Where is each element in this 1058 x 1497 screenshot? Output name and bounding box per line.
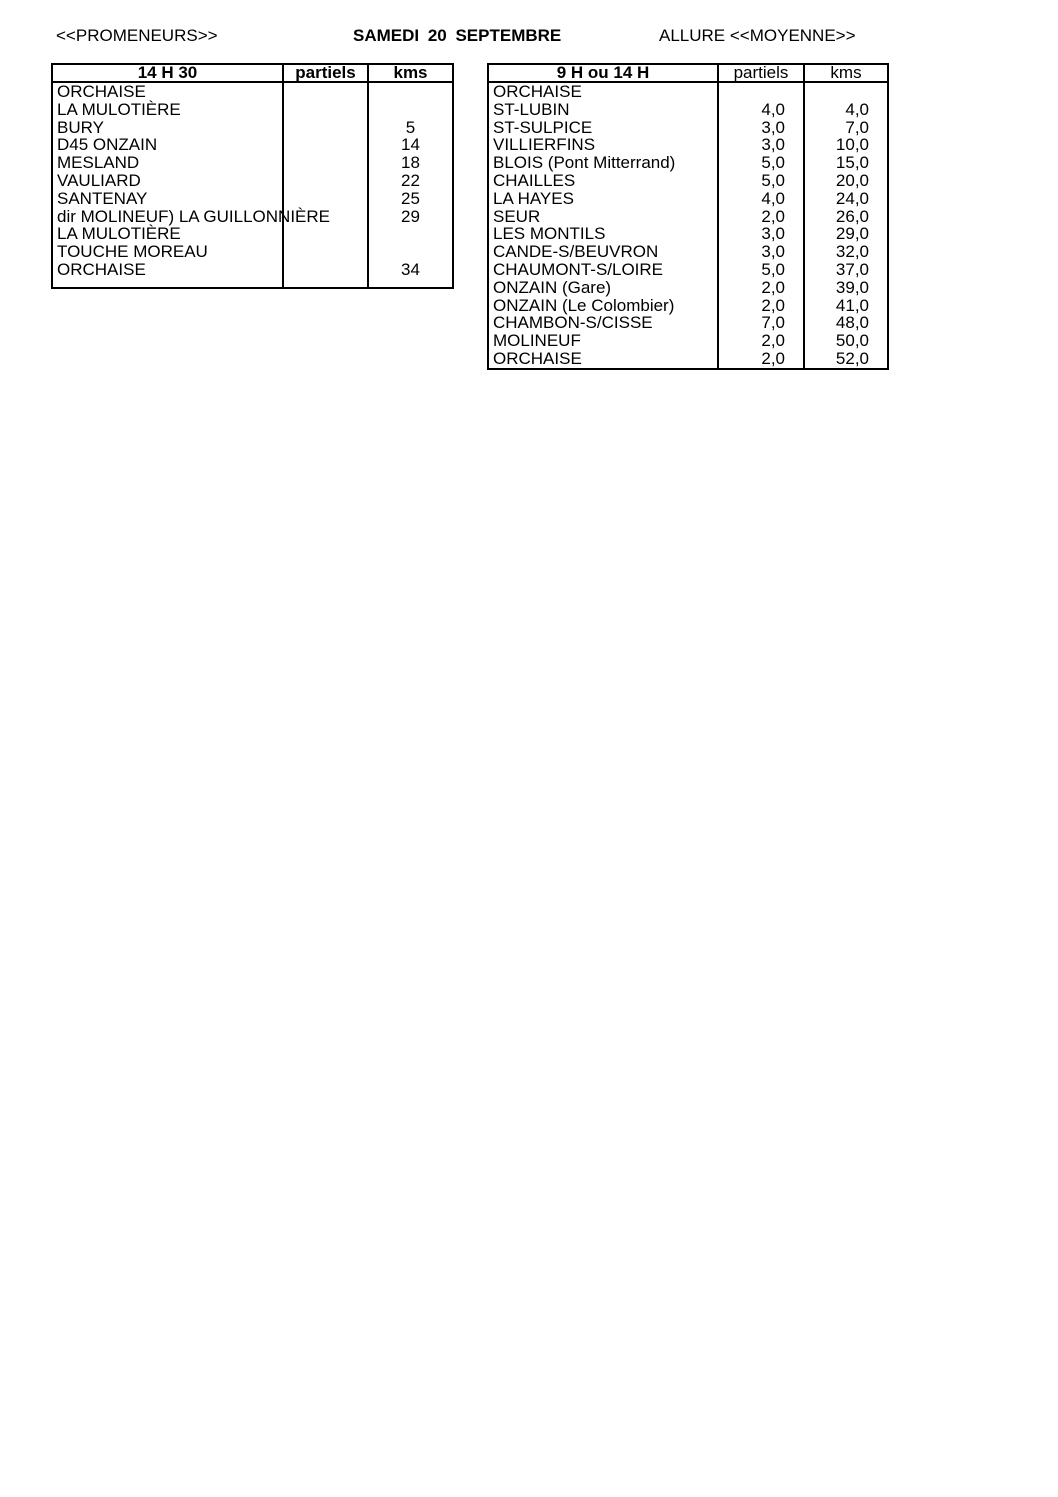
table-row [52, 101, 453, 119]
cumulative-km: 22 [401, 170, 420, 190]
place-name: TOUCHE MOREAU [52, 243, 283, 261]
partial-distance: 3,0 [718, 119, 804, 137]
table-row [488, 208, 888, 226]
cumulative-km: 4,0 [845, 99, 869, 119]
place-name: CANDE-S/BEUVRON [488, 243, 718, 261]
column-header-departure: 14 H 30 [52, 64, 283, 82]
cumulative-km: 29,0 [835, 224, 869, 244]
place-name: ST-SULPICE [488, 119, 718, 137]
partial-distance: 7,0 [718, 314, 804, 332]
table-row [488, 314, 888, 332]
cumulative-km: 37,0 [835, 259, 869, 279]
place-name: SEUR [488, 208, 718, 226]
cumulative-km [368, 225, 453, 243]
route-table-right [487, 63, 889, 370]
empty-cell [283, 279, 368, 288]
partial-distance [283, 172, 368, 190]
cumulative-km: 25 [401, 188, 420, 208]
place-name: ONZAIN (Le Colombier) [488, 297, 718, 315]
place-name: VILLIERFINS [488, 136, 718, 154]
route-table-left [51, 63, 454, 289]
partial-distance: 4,0 [718, 190, 804, 208]
partial-distance [283, 261, 368, 279]
partial-distance: 2,0 [718, 279, 804, 297]
place-name: LA MULOTIÈRE [52, 225, 283, 243]
route-table-right-body [488, 82, 888, 369]
table-row [488, 136, 888, 154]
table-row [52, 172, 453, 190]
partial-distance: 2,0 [718, 297, 804, 315]
place-name: SANTENAY [52, 190, 283, 208]
cumulative-km: 7,0 [845, 117, 869, 137]
table-row [52, 136, 453, 154]
cumulative-km: 15,0 [835, 153, 869, 173]
table-row [52, 243, 453, 261]
column-header-partiels: partiels [718, 64, 804, 82]
partial-distance: 2,0 [718, 208, 804, 226]
empty-cell [368, 279, 453, 288]
table-row [488, 119, 888, 137]
table-row [488, 101, 888, 119]
cumulative-km: 24,0 [835, 188, 869, 208]
place-name: ORCHAISE [52, 261, 283, 279]
place-name: MESLAND [52, 154, 283, 172]
column-header-kms: kms [804, 64, 888, 82]
place-name: D45 ONZAIN [52, 136, 283, 154]
table-row [488, 154, 888, 172]
cumulative-km: 52,0 [835, 348, 869, 368]
place-name: ORCHAISE [52, 82, 283, 101]
table-row [52, 225, 453, 243]
table-row [52, 208, 453, 226]
partial-distance [283, 101, 368, 119]
place-name: CHAMBON-S/CISSE [488, 314, 718, 332]
cumulative-km: 50,0 [835, 331, 869, 351]
column-header-departure: 9 H ou 14 H [488, 64, 718, 82]
table-row [52, 154, 453, 172]
partial-distance: 2,0 [718, 350, 804, 369]
place-name: LA HAYES [488, 190, 718, 208]
cumulative-km [368, 101, 453, 119]
partial-distance: 5,0 [718, 172, 804, 190]
partial-distance: 5,0 [718, 261, 804, 279]
cumulative-km: 32,0 [835, 242, 869, 262]
place-name: VAULIARD [52, 172, 283, 190]
pace-label: ALLURE <<MOYENNE>> [659, 26, 856, 45]
cumulative-km: 10,0 [835, 135, 869, 155]
cumulative-km: 41,0 [835, 295, 869, 315]
table-row [488, 261, 888, 279]
partial-distance [283, 154, 368, 172]
partial-distance [283, 119, 368, 137]
cumulative-km: 34 [401, 259, 420, 279]
partial-distance: 3,0 [718, 243, 804, 261]
place-name: ORCHAISE [488, 82, 718, 101]
place-name: dir MOLINEUF) LA GUILLONNIÈRE [52, 208, 283, 226]
partial-distance [283, 190, 368, 208]
place-name: CHAUMONT-S/LOIRE [488, 261, 718, 279]
route-table-left-body [52, 82, 453, 288]
place-name: BLOIS (Pont Mitterrand) [488, 154, 718, 172]
place-name: CHAILLES [488, 172, 718, 190]
page-title: SAMEDI 20 SEPTEMBRE [353, 26, 562, 45]
table-row [488, 172, 888, 190]
column-header-partiels: partiels [283, 64, 368, 82]
place-name: LES MONTILS [488, 225, 718, 243]
column-header-kms: kms [368, 64, 453, 82]
cumulative-km: 20,0 [835, 170, 869, 190]
place-name: MOLINEUF [488, 332, 718, 350]
table-row [488, 82, 888, 101]
cumulative-km [804, 82, 888, 101]
place-name: ONZAIN (Gare) [488, 279, 718, 297]
partial-distance [283, 136, 368, 154]
cumulative-km: 48,0 [835, 313, 869, 333]
table-row [488, 350, 888, 369]
table-row [488, 279, 888, 297]
place-name: LA MULOTIÈRE [52, 101, 283, 119]
table-row [488, 297, 888, 315]
table-row [52, 82, 453, 101]
cumulative-km [368, 243, 453, 261]
partial-distance [283, 243, 368, 261]
table-row [488, 243, 888, 261]
place-name: BURY [52, 119, 283, 137]
table-row [52, 119, 453, 137]
cumulative-km: 26,0 [835, 206, 869, 226]
table-header-row [52, 64, 453, 82]
partial-distance: 5,0 [718, 154, 804, 172]
cumulative-km: 5 [405, 117, 416, 137]
cumulative-km: 18 [401, 153, 420, 173]
partial-distance: 3,0 [718, 136, 804, 154]
empty-cell [52, 279, 283, 288]
place-name: ST-LUBIN [488, 101, 718, 119]
table-filler-row [52, 279, 453, 288]
cumulative-km: 29 [401, 206, 420, 226]
cumulative-km: 39,0 [835, 277, 869, 297]
table-row [52, 190, 453, 208]
table-row [488, 225, 888, 243]
group-label: <<PROMENEURS>> [56, 26, 218, 45]
partial-distance: 3,0 [718, 225, 804, 243]
partial-distance: 2,0 [718, 332, 804, 350]
table-header-row [488, 64, 888, 82]
table-row [52, 261, 453, 279]
partial-distance [283, 82, 368, 101]
cumulative-km: 14 [401, 135, 420, 155]
partial-distance: 4,0 [718, 101, 804, 119]
table-row [488, 190, 888, 208]
place-name: ORCHAISE [488, 350, 718, 369]
cumulative-km [368, 82, 453, 101]
partial-distance [283, 225, 368, 243]
table-row [488, 332, 888, 350]
partial-distance [718, 82, 804, 101]
